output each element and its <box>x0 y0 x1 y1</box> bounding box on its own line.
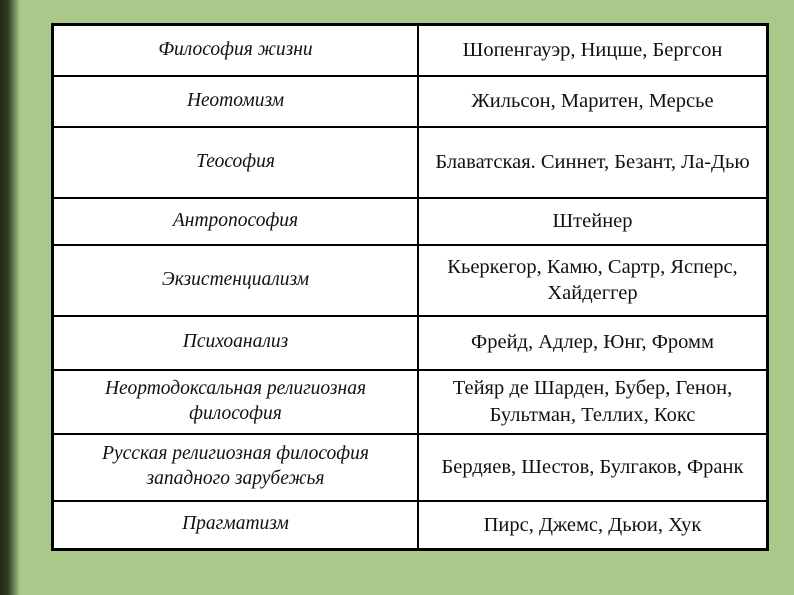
table-row <box>53 127 768 198</box>
philosophers-cell: Пирс, Джемс, Дьюи, Хук <box>418 501 768 550</box>
table-row <box>53 434 768 501</box>
table-row <box>53 245 768 316</box>
philosophers-cell: Бердяев, Шестов, Булгаков, Франк <box>418 434 768 501</box>
slide-shadow-edge <box>0 0 20 595</box>
table-row <box>53 370 768 434</box>
school-cell: Философия жизни <box>53 25 419 76</box>
school-cell: Прагматизм <box>53 501 419 550</box>
school-cell: Неотомизм <box>53 76 419 127</box>
school-cell: Экзистенциализм <box>53 245 419 316</box>
table-row <box>53 25 768 76</box>
school-cell: Антропософия <box>53 198 419 245</box>
school-cell: Теософия <box>53 127 419 198</box>
philosophers-cell: Шопенгауэр, Ницше, Бергсон <box>418 25 768 76</box>
school-cell: Психоанализ <box>53 316 419 370</box>
philosophy-schools-table <box>51 23 769 551</box>
philosophers-cell: Жильсон, Маритен, Мерсье <box>418 76 768 127</box>
table-row <box>53 316 768 370</box>
table-row <box>53 76 768 127</box>
philosophers-cell: Штейнер <box>418 198 768 245</box>
philosophers-cell: Кьеркегор, Камю, Сартр, Ясперс, Хайдеггер <box>418 245 768 316</box>
philosophers-cell: Фрейд, Адлер, Юнг, Фромм <box>418 316 768 370</box>
philosophers-cell: Блаватская. Синнет, Безант, Ла-Дью <box>418 127 768 198</box>
school-cell: Русская религиозная философия западного зарубежья <box>53 434 419 501</box>
philosophers-cell: Тейяр де Шарден, Бубер, Генон, Бультман, Теллих, Кокс <box>418 370 768 434</box>
school-cell: Неортодоксальная религиозная философия <box>53 370 419 434</box>
table-row <box>53 501 768 550</box>
table-row <box>53 198 768 245</box>
